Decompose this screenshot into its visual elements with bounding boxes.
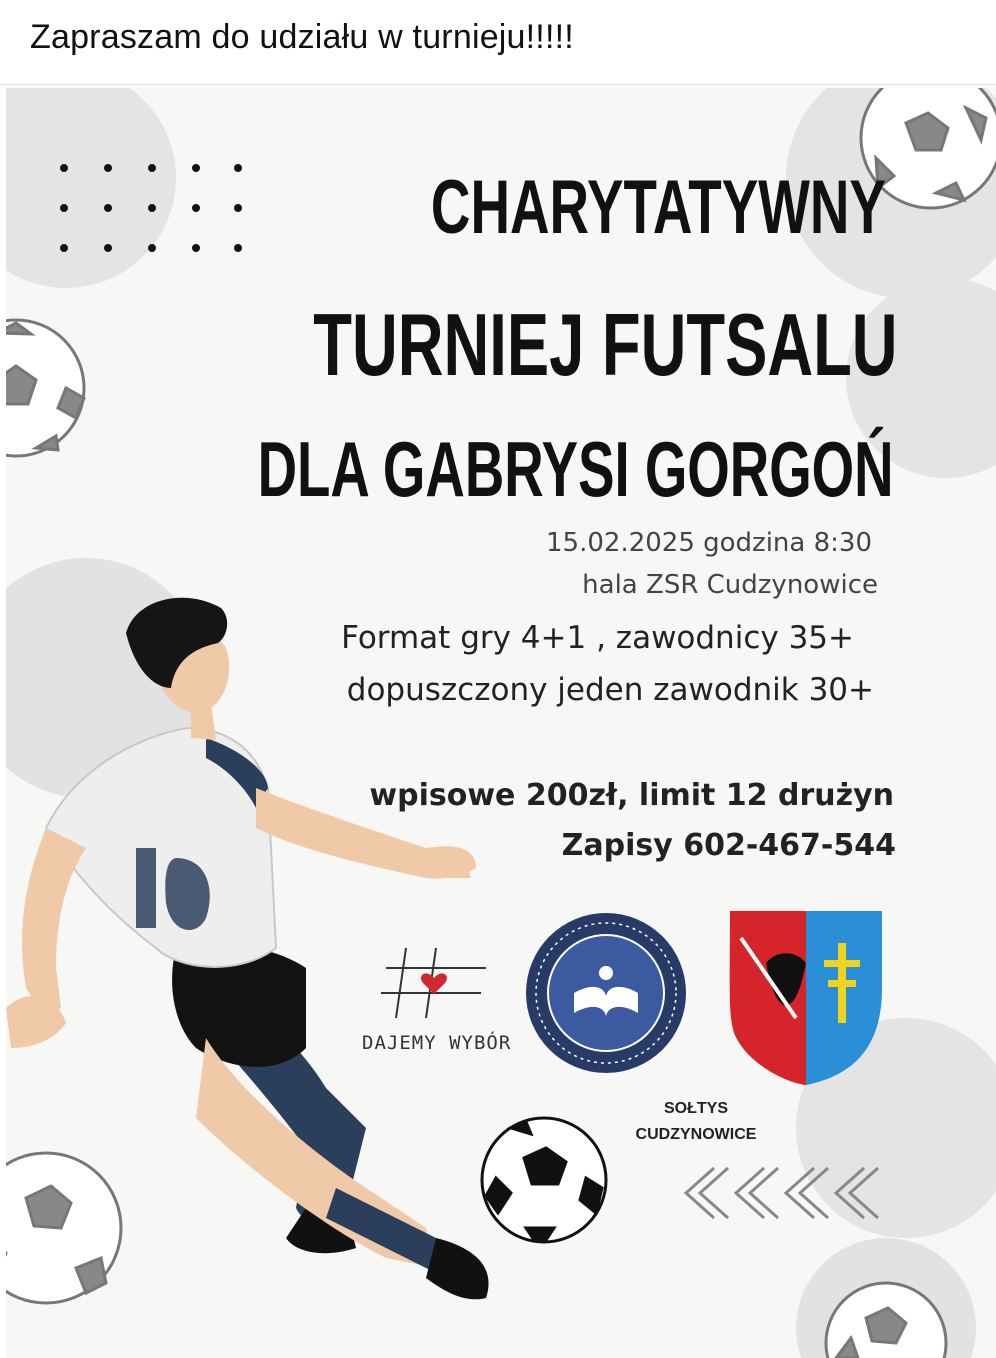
school-badge-logo [526, 913, 686, 1073]
post-text: Zapraszam do udziału w turnieju!!!!! [30, 18, 574, 56]
event-date-time: 15.02.2025 godzina 8:30 [546, 528, 872, 558]
event-venue: hala ZSR Cudzynowice [582, 570, 878, 600]
poster-title-line1: CHARYTATYWNY [431, 165, 886, 250]
dajemy-wybor-label: DAJEMY WYBÓR [362, 1032, 512, 1054]
soccer-ball-icon [6, 1153, 121, 1303]
poster-title-line3: DLA GABRYSI GORGOŃ [257, 425, 894, 513]
player-age-rule: dopuszczony jeden zawodnik 30+ [346, 672, 874, 708]
bg-circle [6, 88, 176, 288]
entry-fee: wpisowe 200zł, limit 12 drużyn [369, 778, 894, 813]
poster-decorations [6, 88, 996, 1358]
soltys-label [606, 1096, 786, 1148]
soccer-ball-icon [482, 1118, 606, 1242]
signup-phone: Zapisy 602-467-544 [561, 828, 896, 863]
poster-title-line2: TURNIEJ FUTSALU [313, 295, 898, 394]
tournament-poster[interactable] [6, 88, 996, 1358]
soltys-line2: CUDZYNOWICE [635, 1126, 757, 1143]
soccer-ball-icon [6, 320, 84, 456]
dajemy-wybor-logo [381, 948, 486, 1018]
game-format: Format gry 4+1 , zawodnicy 35+ [341, 620, 854, 656]
soltys-line1: SOŁTYS [663, 1100, 728, 1117]
post-header [0, 0, 996, 85]
heart-icon [421, 973, 447, 994]
